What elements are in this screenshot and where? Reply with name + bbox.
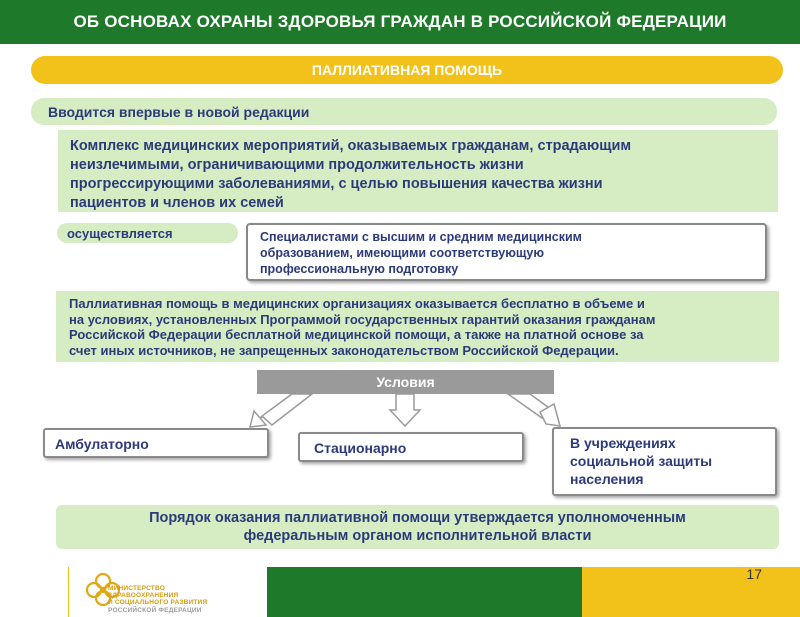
condition-inpatient <box>298 432 524 462</box>
footer-yellow-block <box>582 567 800 617</box>
definition-line: прогрессирующими заболеваниями, с целью повышения качества жизни <box>70 176 603 192</box>
condition-line: населения <box>570 471 644 487</box>
condition-social-protection <box>552 427 777 496</box>
footer-green-block <box>267 567 582 617</box>
definition-line: пациентов и членов их семей <box>70 195 284 211</box>
condition-label: Амбулаторно <box>55 436 149 452</box>
ministry-line: ЗДРАВООХРАНЕНИЯ <box>108 592 179 600</box>
free-info-line: Российской Федерации бесплатной медицинской помощи, а также на платной основе за <box>69 327 644 342</box>
free-info-line: на условиях, установленных Программой государственных гарантий оказания гражданам <box>69 311 656 327</box>
condition-label: Стационарно <box>314 440 407 456</box>
ministry-name <box>108 585 278 614</box>
procedure-line: Порядок оказания паллиативной помощи утверждается уполномоченным <box>149 510 686 526</box>
intro-text: Вводится впервые в новой редакции <box>48 103 310 120</box>
definition-line: Комплекс медицинских мероприятий, оказываемых гражданам, страдающим <box>70 138 632 154</box>
carried-out-label-text: осуществляется <box>67 225 173 241</box>
free-info-line: Паллиативная помощь в медицинских организациях оказывается бесплатно в объеме и <box>69 296 645 311</box>
free-info-line: счет иных источников, не запрещенных законодательством Российской Федерации. <box>69 342 619 358</box>
arrow-left-body <box>262 394 312 425</box>
ministry-line: МИНИСТЕРСТВО <box>108 585 165 592</box>
arrow-center-icon <box>390 394 420 426</box>
condition-ambulatory <box>43 428 269 458</box>
ministry-line: И СОЦИАЛЬНОГО РАЗВИТИЯ <box>108 599 208 607</box>
conditions-title: Условия <box>376 374 435 390</box>
ministry-subline: РОССИЙСКОЙ ФЕДЕРАЦИИ <box>108 606 202 614</box>
procedure-line: федеральным органом исполнительной власти <box>243 528 592 544</box>
specialists-line: Специалистами с высшим и средним медицинским <box>260 230 582 244</box>
page-number: 17 <box>746 566 762 582</box>
procedure-box <box>56 505 779 549</box>
slide-title: ОБ ОСНОВАХ ОХРАНЫ ЗДОРОВЬЯ ГРАЖДАН В РОССИЙСКОЙ ФЕДЕРАЦИИ <box>73 12 727 31</box>
section-title: ПАЛЛИАТИВНАЯ ПОМОЩЬ <box>311 62 503 78</box>
condition-line: социальной защиты <box>570 453 713 469</box>
specialists-line: образованием, имеющими соответствующую <box>260 246 545 260</box>
specialists-line: профессиональную подготовку <box>260 262 459 276</box>
condition-line: В учреждениях <box>570 435 676 451</box>
definition-line: неизлечимыми, ограничивающими продолжительность жизни <box>70 157 524 173</box>
